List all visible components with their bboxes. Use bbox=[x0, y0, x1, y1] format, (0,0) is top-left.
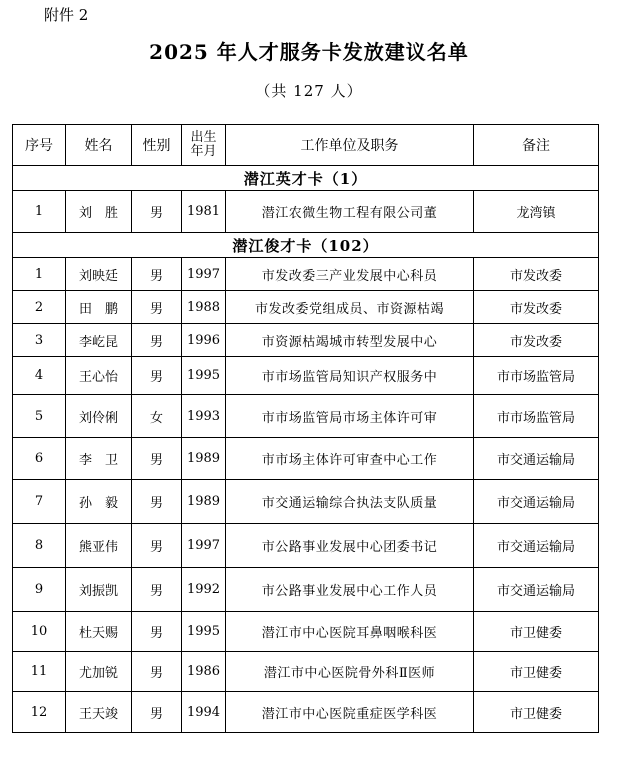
cell-unit: 市资源枯竭城市转型发展中心 bbox=[226, 324, 474, 357]
cell-seq: 10 bbox=[13, 612, 66, 652]
cell-seq: 7 bbox=[13, 480, 66, 524]
column-header-seq: 序号 bbox=[13, 125, 66, 166]
column-header-gender: 性别 bbox=[132, 125, 182, 166]
cell-unit: 潜江市中心医院重症医学科医 bbox=[226, 692, 474, 733]
cell-name: 王心怡 bbox=[66, 357, 132, 395]
cell-remark: 市市场监管局 bbox=[474, 357, 599, 395]
cell-unit: 市市场监管局市场主体许可审 bbox=[226, 395, 474, 438]
cell-gender: 男 bbox=[132, 568, 182, 612]
cell-birth: 1986 bbox=[182, 652, 226, 692]
cell-birth: 1997 bbox=[182, 524, 226, 568]
cell-seq: 6 bbox=[13, 438, 66, 480]
cell-unit: 市市场主体许可审查中心工作 bbox=[226, 438, 474, 480]
cell-name: 尤加锐 bbox=[66, 652, 132, 692]
cell-unit: 市公路事业发展中心工作人员 bbox=[226, 568, 474, 612]
cell-gender: 男 bbox=[132, 291, 182, 324]
table-row bbox=[13, 258, 599, 291]
cell-name: 田 鹏 bbox=[66, 291, 132, 324]
cell-gender: 男 bbox=[132, 258, 182, 291]
cell-birth: 1995 bbox=[182, 612, 226, 652]
cell-name: 刘 胜 bbox=[66, 191, 132, 233]
cell-name: 刘映廷 bbox=[66, 258, 132, 291]
section-header-yingcai bbox=[13, 166, 599, 191]
cell-remark: 市交通运输局 bbox=[474, 438, 599, 480]
section-header-juncai bbox=[13, 233, 599, 258]
cell-name: 刘振凯 bbox=[66, 568, 132, 612]
cell-seq: 5 bbox=[13, 395, 66, 438]
section-title: 潜江英才卡（1） bbox=[13, 166, 599, 191]
column-header-remark: 备注 bbox=[474, 125, 599, 166]
table-row bbox=[13, 395, 599, 438]
cell-name: 杜天赐 bbox=[66, 612, 132, 652]
cell-unit: 市市场监管局知识产权服务中 bbox=[226, 357, 474, 395]
cell-unit: 市交通运输综合执法支队质量 bbox=[226, 480, 474, 524]
cell-name: 李屹昆 bbox=[66, 324, 132, 357]
cell-birth: 1988 bbox=[182, 291, 226, 324]
cell-unit: 市发改委党组成员、市资源枯竭 bbox=[226, 291, 474, 324]
cell-birth: 1993 bbox=[182, 395, 226, 438]
cell-seq: 4 bbox=[13, 357, 66, 395]
talent-card-table bbox=[12, 124, 599, 733]
cell-gender: 男 bbox=[132, 480, 182, 524]
cell-gender: 女 bbox=[132, 395, 182, 438]
cell-birth: 1989 bbox=[182, 438, 226, 480]
cell-birth: 1995 bbox=[182, 357, 226, 395]
table-row bbox=[13, 524, 599, 568]
cell-birth: 1994 bbox=[182, 692, 226, 733]
cell-seq: 3 bbox=[13, 324, 66, 357]
column-header-name: 姓名 bbox=[66, 125, 132, 166]
cell-gender: 男 bbox=[132, 652, 182, 692]
cell-unit: 潜江市中心医院骨外科Ⅱ医师 bbox=[226, 652, 474, 692]
cell-unit: 潜江农微生物工程有限公司董 bbox=[226, 191, 474, 233]
cell-remark: 市发改委 bbox=[474, 258, 599, 291]
cell-birth: 1989 bbox=[182, 480, 226, 524]
cell-name: 孙 毅 bbox=[66, 480, 132, 524]
table-row bbox=[13, 324, 599, 357]
cell-name: 熊亚伟 bbox=[66, 524, 132, 568]
cell-seq: 1 bbox=[13, 191, 66, 233]
table-header-row bbox=[13, 125, 599, 166]
column-header-birth bbox=[182, 125, 226, 166]
table-row bbox=[13, 191, 599, 233]
cell-gender: 男 bbox=[132, 324, 182, 357]
birth-header-line1: 出生 bbox=[190, 130, 217, 145]
cell-unit: 市公路事业发展中心团委书记 bbox=[226, 524, 474, 568]
cell-remark: 市发改委 bbox=[474, 324, 599, 357]
attachment-label: 附件 2 bbox=[44, 6, 89, 24]
table-row bbox=[13, 357, 599, 395]
cell-remark: 市市场监管局 bbox=[474, 395, 599, 438]
table-row bbox=[13, 568, 599, 612]
cell-seq: 1 bbox=[13, 258, 66, 291]
cell-gender: 男 bbox=[132, 357, 182, 395]
table-row bbox=[13, 612, 599, 652]
table-row bbox=[13, 652, 599, 692]
cell-remark: 市卫健委 bbox=[474, 652, 599, 692]
cell-name: 李 卫 bbox=[66, 438, 132, 480]
cell-remark: 市发改委 bbox=[474, 291, 599, 324]
table-row bbox=[13, 438, 599, 480]
birth-header-line2: 年月 bbox=[190, 144, 217, 159]
cell-birth: 1996 bbox=[182, 324, 226, 357]
cell-remark: 龙湾镇 bbox=[474, 191, 599, 233]
table-row bbox=[13, 692, 599, 733]
section-title: 潜江俊才卡（102） bbox=[13, 233, 599, 258]
cell-seq: 9 bbox=[13, 568, 66, 612]
cell-gender: 男 bbox=[132, 692, 182, 733]
cell-name: 王天竣 bbox=[66, 692, 132, 733]
cell-unit: 市发改委三产业发展中心科员 bbox=[226, 258, 474, 291]
cell-seq: 2 bbox=[13, 291, 66, 324]
cell-seq: 8 bbox=[13, 524, 66, 568]
cell-name: 刘伶俐 bbox=[66, 395, 132, 438]
cell-remark: 市交通运输局 bbox=[474, 568, 599, 612]
cell-seq: 12 bbox=[13, 692, 66, 733]
table-row bbox=[13, 291, 599, 324]
table-row bbox=[13, 480, 599, 524]
cell-gender: 男 bbox=[132, 612, 182, 652]
cell-birth: 1997 bbox=[182, 258, 226, 291]
cell-gender: 男 bbox=[132, 524, 182, 568]
cell-remark: 市交通运输局 bbox=[474, 480, 599, 524]
total-count: （共 127 人） bbox=[255, 82, 363, 100]
cell-remark: 市卫健委 bbox=[474, 692, 599, 733]
cell-unit: 潜江市中心医院耳鼻咽喉科医 bbox=[226, 612, 474, 652]
cell-gender: 男 bbox=[132, 191, 182, 233]
cell-gender: 男 bbox=[132, 438, 182, 480]
column-header-unit: 工作单位及职务 bbox=[226, 125, 474, 166]
cell-birth: 1992 bbox=[182, 568, 226, 612]
cell-birth: 1981 bbox=[182, 191, 226, 233]
cell-remark: 市交通运输局 bbox=[474, 524, 599, 568]
document-title: 2025 年人才服务卡发放建议名单 bbox=[149, 40, 469, 64]
cell-remark: 市卫健委 bbox=[474, 612, 599, 652]
cell-seq: 11 bbox=[13, 652, 66, 692]
